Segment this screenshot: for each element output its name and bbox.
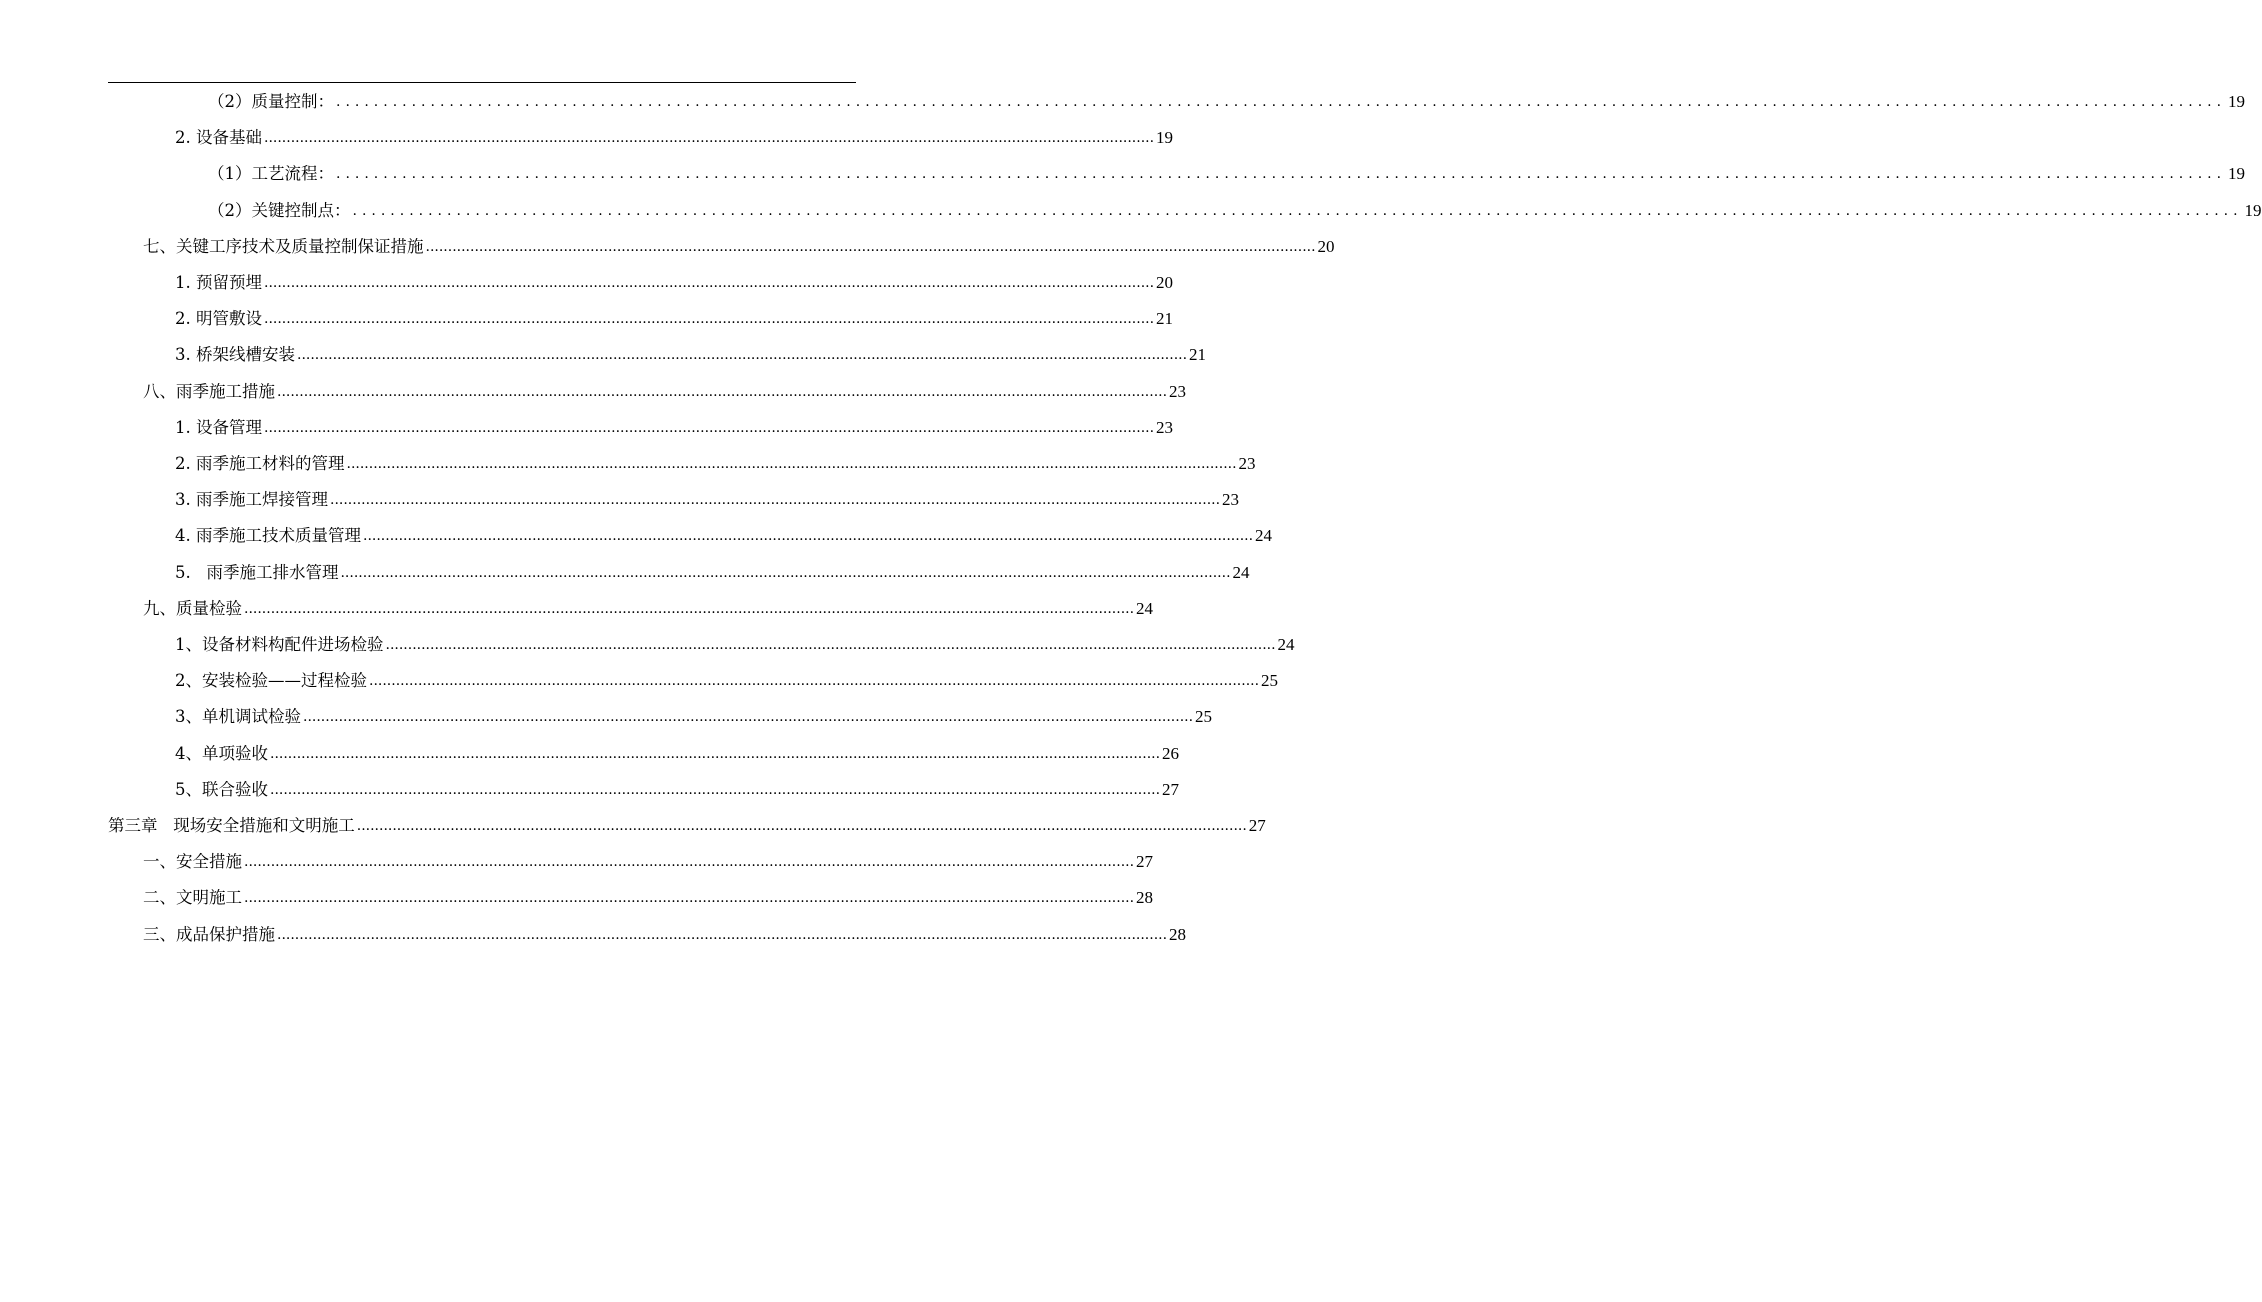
toc-entry-page-number: 19 [2228, 92, 2246, 111]
toc-entry-page-number: 27 [1248, 816, 1266, 835]
toc-entry-label: 1. 预留预埋 [175, 273, 262, 292]
toc-entry[interactable] [143, 920, 1187, 950]
toc-entry-label: 第三章 现场安全措施和文明施工 [108, 816, 355, 835]
toc-entry[interactable] [175, 123, 1174, 153]
toc-entry-page-number: 25 [1195, 707, 1213, 727]
toc-dot-leader: ........................................................................................................................................................................................................ [425, 238, 1316, 255]
toc-dot-leader: ........................................................................................................................................................................................................ [264, 275, 1155, 291]
toc-entry-label: 2、安装检验——过程检验 [175, 671, 367, 691]
toc-entry-label: 4、单项验收 [175, 743, 268, 763]
toc-entry[interactable] [175, 268, 1174, 298]
toc-entry-page-number: 19 [2244, 200, 2262, 220]
toc-dot-leader: ........................................................................................................................................................................................................ [369, 673, 1260, 690]
toc-entry-label: 二、文明施工 [143, 888, 242, 908]
toc-entry[interactable] [208, 87, 2246, 117]
toc-entry[interactable] [208, 196, 2262, 226]
toc-entry-label: 5、联合验收 [175, 779, 268, 799]
toc-entry-page-number: 23 [1169, 381, 1187, 401]
toc-entry[interactable] [143, 883, 1154, 913]
toc-dot-leader: ........................................................................................................................................................................................................ [346, 456, 1237, 472]
toc-entry-label: 3、单机调试检验 [175, 707, 301, 727]
toc-dot-leader: ........................................................................................................................................................................................................ [244, 600, 1135, 617]
toc-dot-leader: ........................................................................................................................................................................................................ [356, 818, 1247, 834]
toc-entry-label: 一、安全措施 [143, 852, 242, 872]
toc-entry[interactable] [175, 413, 1174, 443]
toc-dot-leader: ........................................................................................................................................................................................................ [336, 94, 2227, 110]
toc-entry-label: 2. 设备基础 [175, 128, 262, 148]
toc-dot-leader: ........................................................................................................................................................................................................ [277, 383, 1168, 400]
toc-dot-leader: ........................................................................................................................................................................................................ [264, 130, 1155, 147]
toc-entry-page-number: 21 [1156, 309, 1174, 329]
toc-entry[interactable] [143, 232, 1335, 262]
toc-entry[interactable] [143, 377, 1187, 407]
toc-dot-leader: ........................................................................................................................................................................................................ [330, 492, 1221, 509]
toc-entry[interactable] [143, 847, 1154, 877]
toc-dot-leader: ........................................................................................................................................................................................................ [303, 709, 1194, 726]
toc-entry-page-number: 23 [1238, 454, 1256, 473]
toc-entry-label: （1）工艺流程： [208, 164, 334, 184]
toc-entry[interactable] [175, 739, 1180, 769]
toc-entry[interactable] [175, 702, 1213, 732]
toc-entry-page-number: 27 [1162, 779, 1180, 799]
toc-entry-label: 2. 明管敷设 [175, 309, 262, 329]
toc-entry-label: 八、雨季施工措施 [143, 381, 275, 401]
toc-dot-leader: ........................................................................................................................................................................................................ [244, 890, 1135, 907]
toc-entry-label: 2. 雨季施工材料的管理 [175, 454, 345, 473]
toc-entry[interactable] [175, 521, 1273, 551]
toc-entry[interactable] [143, 594, 1154, 624]
toc-entry-page-number: 19 [1156, 128, 1174, 148]
toc-dot-leader: ........................................................................................................................................................................................................ [363, 528, 1254, 545]
toc-entry[interactable] [175, 558, 1250, 588]
toc-dot-leader: ........................................................................................................................................................................................................ [277, 926, 1168, 943]
toc-entry-label: 4. 雨季施工技术质量管理 [175, 526, 361, 546]
toc-entry-label: 3. 桥架线槽安装 [175, 345, 295, 365]
toc-entry-label: 九、质量检验 [143, 598, 242, 618]
toc-entry[interactable] [175, 775, 1180, 805]
toc-entry-label: 七、关键工序技术及质量控制保证措施 [143, 236, 424, 256]
toc-entry[interactable] [175, 304, 1174, 334]
toc-entry[interactable] [108, 811, 1266, 841]
toc-entry-label: 三、成品保护措施 [143, 924, 275, 944]
toc-dot-leader: ........................................................................................................................................................................................................ [385, 637, 1276, 653]
toc-dot-leader: ........................................................................................................................................................................................................ [270, 745, 1161, 762]
toc-entry-page-number: 23 [1156, 417, 1174, 437]
toc-entry-label: 1、设备材料构配件进场检验 [175, 635, 384, 654]
toc-entry[interactable] [175, 630, 1295, 660]
toc-entry-label: （2）关键控制点： [208, 200, 351, 220]
toc-entry-page-number: 28 [1136, 888, 1154, 908]
toc-entry-page-number: 23 [1222, 490, 1240, 510]
toc-dot-leader: ........................................................................................................................................................................................................ [244, 854, 1135, 871]
toc-dot-leader: ........................................................................................................................................................................................................ [270, 781, 1161, 798]
toc-entry-label: 3. 雨季施工焊接管理 [175, 490, 328, 510]
toc-entry-page-number: 24 [1232, 562, 1250, 582]
toc-dot-leader: ........................................................................................................................................................................................................ [352, 202, 2243, 219]
header-rule [108, 82, 856, 83]
toc-dot-leader: ........................................................................................................................................................................................................ [297, 347, 1188, 364]
toc-entry-page-number: 19 [2228, 164, 2246, 184]
toc-entry-page-number: 28 [1169, 924, 1187, 944]
toc-entry[interactable] [175, 485, 1240, 515]
toc-dot-leader: ........................................................................................................................................................................................................ [336, 166, 2227, 183]
toc-dot-leader: ........................................................................................................................................................................................................ [264, 419, 1155, 436]
toc-dot-leader: ........................................................................................................................................................................................................ [264, 311, 1155, 328]
toc-entry-page-number: 24 [1136, 598, 1154, 618]
toc-entry-page-number: 20 [1317, 236, 1335, 256]
toc-entry[interactable] [175, 340, 1207, 370]
toc-entry-label: 5. 雨季施工排水管理 [175, 562, 339, 582]
toc-entry-label: 1. 设备管理 [175, 417, 262, 437]
toc-dot-leader: ........................................................................................................................................................................................................ [340, 564, 1231, 581]
toc-entry-label: （2）质量控制： [208, 92, 334, 111]
toc-entry-page-number: 24 [1277, 635, 1295, 654]
toc-entry-page-number: 20 [1156, 273, 1174, 292]
toc-entry-page-number: 26 [1162, 743, 1180, 763]
toc-entry-page-number: 27 [1136, 852, 1154, 872]
toc-entry-page-number: 25 [1261, 671, 1279, 691]
toc-entry[interactable] [175, 666, 1279, 696]
toc-entry-page-number: 24 [1255, 526, 1273, 546]
toc-entry-page-number: 21 [1189, 345, 1207, 365]
toc-entry[interactable] [208, 159, 2246, 189]
toc-entry[interactable] [175, 449, 1256, 479]
